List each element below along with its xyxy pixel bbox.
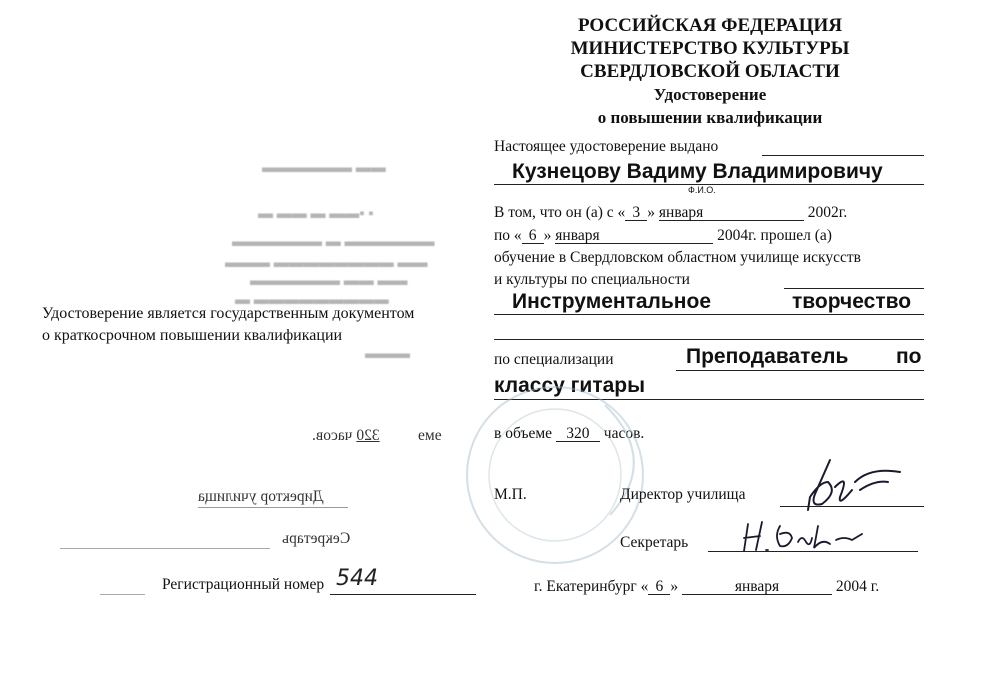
start-year: 2002г.: [807, 204, 848, 221]
left-hours-unit: часов.: [312, 427, 353, 444]
date-row: г. Екатеринбург « 6 » января 2004 г.: [534, 578, 880, 595]
left-statement-line1: Удостоверение является государственным документом: [42, 305, 415, 322]
study-line: обучение в Свердловском областном училище искусств: [494, 249, 861, 266]
specialization-value-word1: Преподаватель: [686, 345, 849, 368]
period-line-1: В том, что он (а) с « 3 » января 2002г.: [494, 204, 848, 221]
document-subtitle: о повышении квалификации: [597, 108, 823, 127]
left-hours-row: [312, 427, 380, 445]
specialty-value-word1: Инструментальное: [512, 290, 711, 313]
left-statement-line2: о краткосрочном повышении квалификации: [42, 327, 343, 344]
left-hours-text-fragment: еме: [418, 427, 442, 444]
header-country: РОССИЙСКАЯ ФЕДЕРАЦИЯ: [577, 15, 843, 36]
date-day: 6: [648, 579, 670, 595]
period-line-2: по « 6 » января 2004г. прошел (а): [494, 227, 832, 244]
reg-number: 544: [336, 566, 378, 591]
specialization-label: по специализации: [494, 351, 614, 368]
reg-label: Регистрационный номер: [162, 576, 325, 593]
issued-label: Настоящее удостоверение выдано: [494, 138, 719, 155]
specialization-value-word2: по: [896, 345, 922, 368]
left-director-label: Директор училища: [198, 488, 324, 505]
secretary-signature: [740, 516, 870, 561]
start-day: 3: [625, 205, 647, 221]
date-month: января: [682, 579, 832, 595]
volume-value: 320: [556, 426, 600, 442]
specialization-value-line2: классу гитары: [494, 374, 646, 397]
left-secretary-label: Секретарь: [282, 530, 351, 547]
specialty-label: и культуры по специальности: [494, 271, 690, 288]
header-region: СВЕРДЛОВСКОЙ ОБЛАСТИ: [580, 61, 840, 82]
seal-label: М.П.: [494, 486, 527, 503]
end-day: 6: [522, 228, 544, 244]
director-label: Директор училища: [620, 486, 746, 503]
date-year: 2004 г.: [835, 578, 880, 595]
left-hours-value: 320: [356, 427, 380, 444]
fio-caption: Ф.И.О.: [688, 185, 716, 195]
start-month: января: [659, 205, 804, 221]
header-ministry: МИНИСТЕРСТВО КУЛЬТУРЫ: [570, 38, 850, 59]
document-title: Удостоверение: [653, 85, 767, 104]
end-month: января: [555, 228, 713, 244]
specialty-value-word2: творчество: [792, 290, 912, 313]
secretary-label: Секретарь: [620, 534, 689, 551]
recipient-name: Кузнецову Вадиму Владимировичу: [512, 160, 883, 183]
volume-row: в объеме 320 часов.: [494, 425, 645, 442]
director-signature: [780, 452, 920, 522]
